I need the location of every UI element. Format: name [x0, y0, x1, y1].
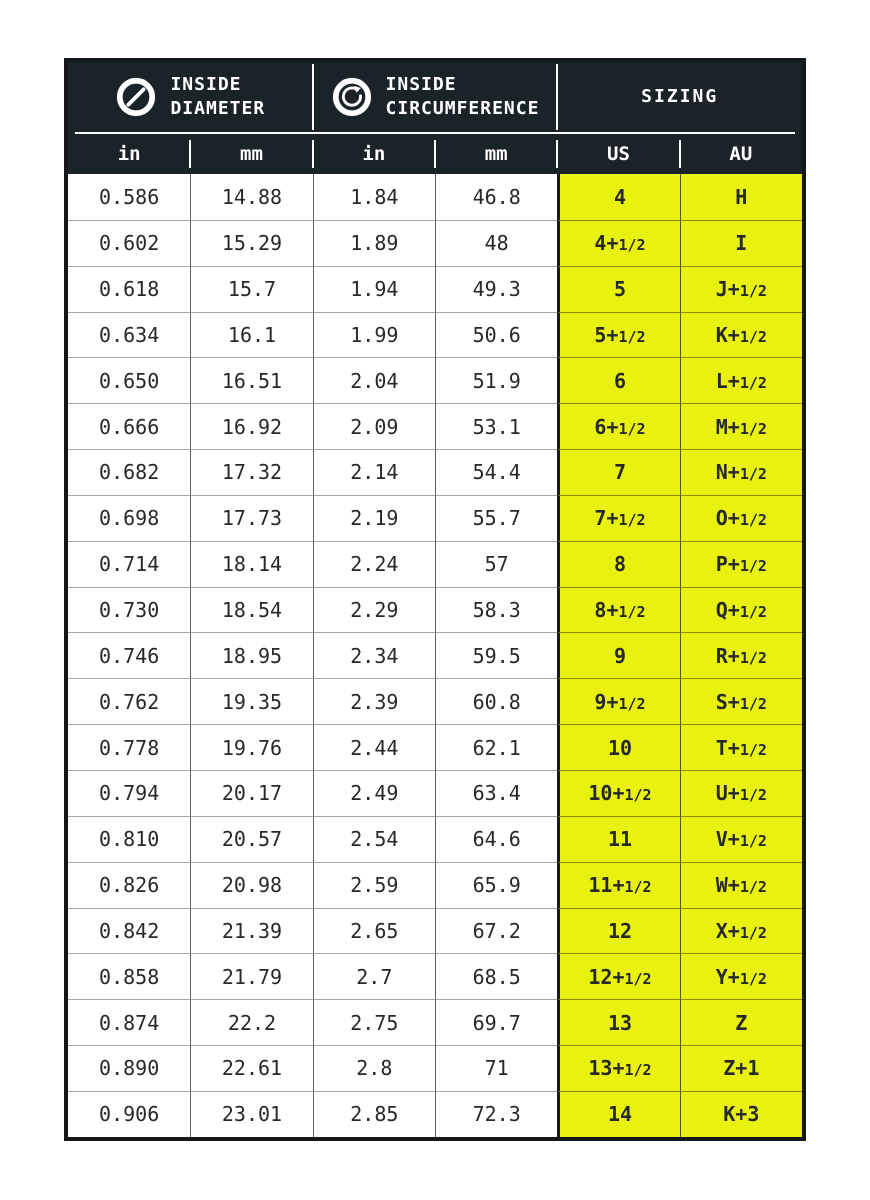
measure-cell: 58.3 [435, 587, 557, 633]
measure-cell: 17.32 [190, 449, 312, 495]
size-cell: R+1/2 [680, 632, 802, 678]
header-group-sizing [557, 62, 802, 132]
size-cell: Z+1 [680, 1045, 802, 1091]
size-cell: N+1/2 [680, 449, 802, 495]
size-cell: 13 [557, 999, 679, 1045]
measure-cell: 0.858 [68, 953, 190, 999]
measure-cell: 0.650 [68, 357, 190, 403]
measure-cell: 14.88 [190, 174, 312, 220]
measure-cell: 23.01 [190, 1091, 312, 1137]
measure-cell: 20.98 [190, 862, 312, 908]
size-cell: 12+1/2 [557, 953, 679, 999]
measure-cell: 2.59 [313, 862, 435, 908]
measure-cell: 1.89 [313, 220, 435, 266]
measure-cell: 55.7 [435, 495, 557, 541]
table-header [68, 62, 802, 132]
measure-cell: 18.14 [190, 541, 312, 587]
size-cell: S+1/2 [680, 678, 802, 724]
measure-cell: 2.75 [313, 999, 435, 1045]
size-cell: Y+1/2 [680, 953, 802, 999]
measure-cell: 16.92 [190, 403, 312, 449]
measure-cell: 0.714 [68, 541, 190, 587]
size-cell: H [680, 174, 802, 220]
size-cell: 5 [557, 266, 679, 312]
measure-cell: 18.54 [190, 587, 312, 633]
measure-cell: 0.602 [68, 220, 190, 266]
measure-cell: 2.44 [313, 724, 435, 770]
size-cell: V+1/2 [680, 816, 802, 862]
table-body [68, 174, 802, 1137]
measure-cell: 2.49 [313, 770, 435, 816]
header-label-line: INSIDE [385, 74, 457, 95]
measure-cell: 2.19 [313, 495, 435, 541]
size-cell: 11 [557, 816, 679, 862]
size-cell: J+1/2 [680, 266, 802, 312]
size-cell: 10 [557, 724, 679, 770]
measure-cell: 0.842 [68, 908, 190, 954]
measure-cell: 67.2 [435, 908, 557, 954]
measure-cell: 0.746 [68, 632, 190, 678]
size-cell: 9+1/2 [557, 678, 679, 724]
measure-cell: 2.65 [313, 908, 435, 954]
header-label-line: INSIDE [170, 74, 242, 95]
size-cell: U+1/2 [680, 770, 802, 816]
measure-cell: 21.39 [190, 908, 312, 954]
measure-cell: 0.810 [68, 816, 190, 862]
unit-header-diameter-in: in [117, 143, 141, 165]
measure-cell: 22.2 [190, 999, 312, 1045]
measure-cell: 20.17 [190, 770, 312, 816]
size-cell: O+1/2 [680, 495, 802, 541]
size-cell: 8+1/2 [557, 587, 679, 633]
header-group-inside-diameter [68, 62, 313, 132]
unit-header-circumference-in: in [313, 134, 435, 174]
measure-cell: 2.04 [313, 357, 435, 403]
ring-size-chart [64, 58, 806, 1141]
size-cell: P+1/2 [680, 541, 802, 587]
measure-cell: 2.29 [313, 587, 435, 633]
measure-cell: 64.6 [435, 816, 557, 862]
measure-cell: 1.94 [313, 266, 435, 312]
measure-cell: 0.586 [68, 174, 190, 220]
measure-cell: 50.6 [435, 312, 557, 358]
size-cell: Q+1/2 [680, 587, 802, 633]
unit-header-diameter-mm: mm [190, 134, 312, 174]
measure-cell: 2.14 [313, 449, 435, 495]
size-cell: K+1/2 [680, 312, 802, 358]
measure-cell: 0.682 [68, 449, 190, 495]
measure-cell: 48 [435, 220, 557, 266]
circumference-icon [331, 76, 373, 118]
measure-cell: 17.73 [190, 495, 312, 541]
measure-cell: 0.794 [68, 770, 190, 816]
measure-cell: 0.666 [68, 403, 190, 449]
size-cell: 5+1/2 [557, 312, 679, 358]
size-cell: 7 [557, 449, 679, 495]
size-cell: 9 [557, 632, 679, 678]
measure-cell: 22.61 [190, 1045, 312, 1091]
header-label-inside-circumference [386, 73, 540, 121]
header-label-sizing: SIZING [641, 86, 719, 107]
measure-cell: 2.54 [313, 816, 435, 862]
diameter-icon [115, 76, 157, 118]
size-cell: L+1/2 [680, 357, 802, 403]
header-label-line: CIRCUMFERENCE [385, 98, 540, 119]
measure-cell: 0.762 [68, 678, 190, 724]
size-cell: 14 [557, 1091, 679, 1137]
measure-cell: 20.57 [190, 816, 312, 862]
size-cell: M+1/2 [680, 403, 802, 449]
size-cell: X+1/2 [680, 908, 802, 954]
measure-cell: 1.84 [313, 174, 435, 220]
measure-cell: 0.874 [68, 999, 190, 1045]
measure-cell: 19.76 [190, 724, 312, 770]
measure-cell: 2.39 [313, 678, 435, 724]
measure-cell: 0.618 [68, 266, 190, 312]
measure-cell: 2.8 [313, 1045, 435, 1091]
measure-cell: 0.730 [68, 587, 190, 633]
measure-cell: 19.35 [190, 678, 312, 724]
unit-header-sizing-us: US [557, 134, 679, 174]
unit-header-sizing-au: AU [680, 134, 802, 174]
measure-cell: 53.1 [435, 403, 557, 449]
measure-cell: 46.8 [435, 174, 557, 220]
measure-cell: 49.3 [435, 266, 557, 312]
measure-cell: 63.4 [435, 770, 557, 816]
measure-cell: 0.778 [68, 724, 190, 770]
measure-cell: 18.95 [190, 632, 312, 678]
unit-header-row [68, 134, 802, 174]
measure-cell: 71 [435, 1045, 557, 1091]
measure-cell: 51.9 [435, 357, 557, 403]
size-cell: 4 [557, 174, 679, 220]
size-cell: T+1/2 [680, 724, 802, 770]
size-cell: 13+1/2 [557, 1045, 679, 1091]
measure-cell: 2.09 [313, 403, 435, 449]
measure-cell: 68.5 [435, 953, 557, 999]
measure-cell: 69.7 [435, 999, 557, 1045]
size-cell: W+1/2 [680, 862, 802, 908]
measure-cell: 54.4 [435, 449, 557, 495]
measure-cell: 2.7 [313, 953, 435, 999]
measure-cell: 65.9 [435, 862, 557, 908]
size-cell: 6 [557, 357, 679, 403]
size-cell: I [680, 220, 802, 266]
measure-cell: 57 [435, 541, 557, 587]
measure-cell: 0.698 [68, 495, 190, 541]
measure-cell: 16.51 [190, 357, 312, 403]
measure-cell: 1.99 [313, 312, 435, 358]
measure-cell: 2.34 [313, 632, 435, 678]
measure-cell: 60.8 [435, 678, 557, 724]
measure-cell: 72.3 [435, 1091, 557, 1137]
header-label-line: DIAMETER [170, 98, 266, 119]
size-cell: 7+1/2 [557, 495, 679, 541]
measure-cell: 0.826 [68, 862, 190, 908]
measure-cell: 16.1 [190, 312, 312, 358]
size-cell: 10+1/2 [557, 770, 679, 816]
measure-cell: 2.85 [313, 1091, 435, 1137]
measure-cell: 0.890 [68, 1045, 190, 1091]
measure-cell: 2.24 [313, 541, 435, 587]
size-cell: 8 [557, 541, 679, 587]
unit-header-circumference-mm: mm [435, 134, 557, 174]
measure-cell: 0.634 [68, 312, 190, 358]
measure-cell: 15.29 [190, 220, 312, 266]
measure-cell: 62.1 [435, 724, 557, 770]
size-cell: 6+1/2 [557, 403, 679, 449]
measure-cell: 0.906 [68, 1091, 190, 1137]
size-cell: K+3 [680, 1091, 802, 1137]
size-cell: 4+1/2 [557, 220, 679, 266]
size-cell: 12 [557, 908, 679, 954]
header-group-inside-circumference [313, 62, 558, 132]
measure-cell: 15.7 [190, 266, 312, 312]
header-label-inside-diameter [170, 73, 265, 121]
size-cell: Z [680, 999, 802, 1045]
measure-cell: 59.5 [435, 632, 557, 678]
size-cell: 11+1/2 [557, 862, 679, 908]
measure-cell: 21.79 [190, 953, 312, 999]
